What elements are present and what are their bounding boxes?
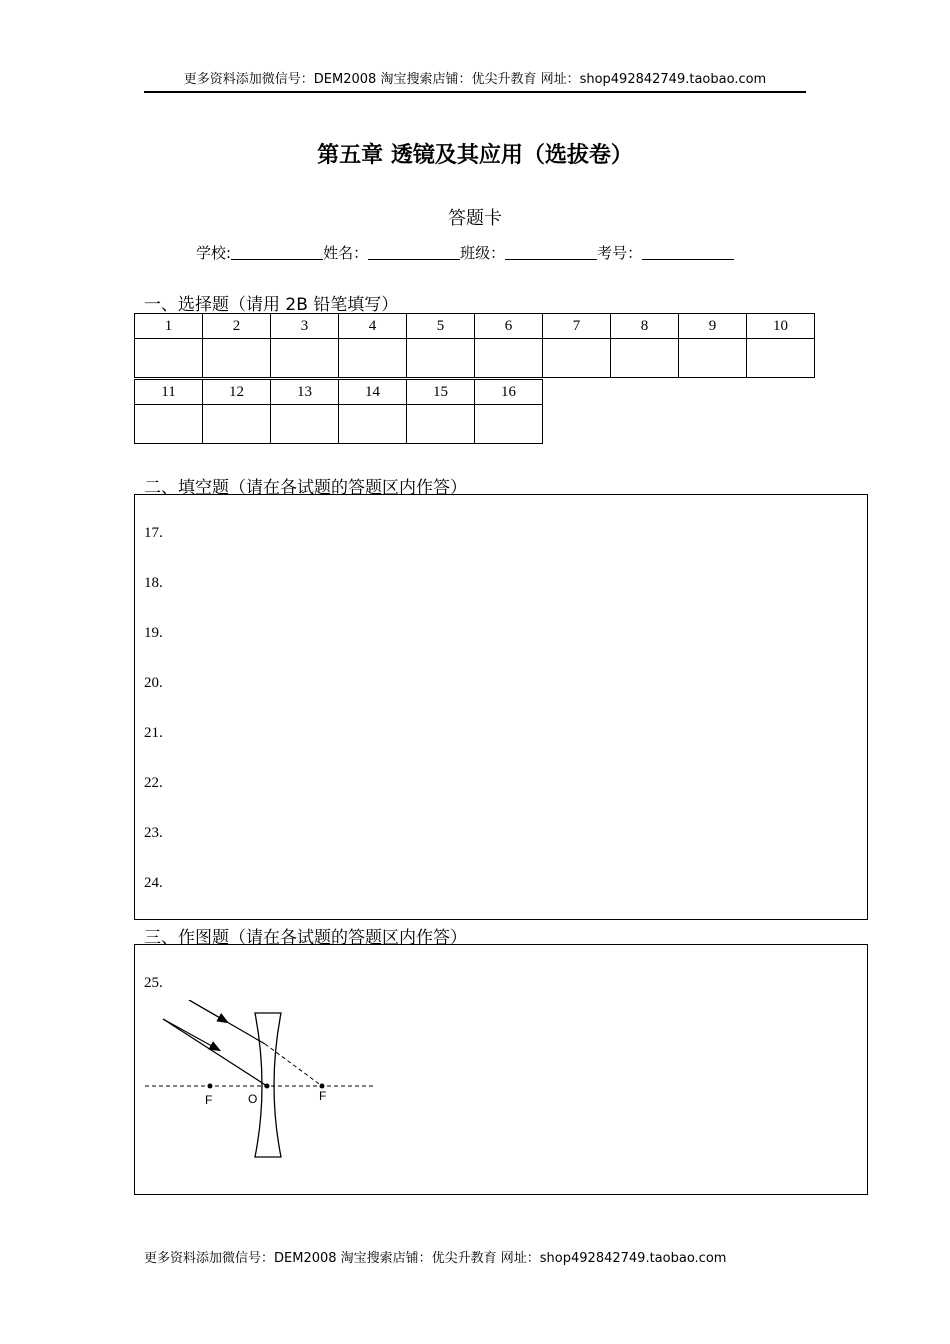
question-24: 24.	[144, 875, 163, 891]
question-21: 21.	[144, 725, 163, 741]
choice-number: 9	[679, 314, 747, 339]
student-info-row	[196, 242, 734, 263]
answer-cell[interactable]	[203, 405, 271, 444]
choice-number: 6	[475, 314, 543, 339]
section-choice-heading: 一、选择题（请用 2B 铅笔填写）	[144, 295, 399, 315]
answer-cell[interactable]	[271, 405, 339, 444]
choice-number: 8	[611, 314, 679, 339]
answer-cell[interactable]	[407, 339, 475, 378]
number-label: 考号：	[597, 244, 643, 262]
choice-grid-row1	[134, 313, 815, 378]
answer-cell[interactable]	[475, 405, 543, 444]
choice-number: 12	[203, 380, 271, 405]
answer-card-title: 答题卡	[448, 208, 502, 229]
question-18: 18.	[144, 575, 163, 591]
drawing-answer-area[interactable]	[134, 944, 868, 1195]
choice-number: 10	[747, 314, 815, 339]
answer-cell[interactable]	[475, 339, 543, 378]
question-19: 19.	[144, 625, 163, 641]
section-fill-heading: 二、填空题（请在各试题的答题区内作答）	[144, 478, 467, 498]
number-blank[interactable]	[642, 245, 734, 260]
fill-answer-area[interactable]	[134, 494, 868, 920]
answer-cell[interactable]	[203, 339, 271, 378]
answer-cell[interactable]	[543, 339, 611, 378]
page-footer: 更多资料添加微信号：DEM2008 淘宝搜索店铺：优尖升教育 网址：shop492842749.taobao.com	[144, 1251, 727, 1266]
choice-number: 16	[475, 380, 543, 405]
name-blank[interactable]	[368, 245, 460, 260]
focus-point-right	[320, 1084, 325, 1089]
school-blank[interactable]	[231, 245, 323, 260]
question-23: 23.	[144, 825, 163, 841]
question-25: 25.	[144, 975, 163, 991]
class-blank[interactable]	[505, 245, 597, 260]
center-label: O	[248, 1092, 258, 1106]
focus-point-left	[208, 1084, 213, 1089]
incident-ray-upper	[189, 1000, 265, 1044]
incident-ray-lower	[163, 1019, 267, 1086]
answer-cell[interactable]	[747, 339, 815, 378]
choice-number: 3	[271, 314, 339, 339]
name-label: 姓名：	[323, 244, 369, 262]
answer-cell[interactable]	[135, 405, 203, 444]
answer-cell[interactable]	[271, 339, 339, 378]
choice-number: 14	[339, 380, 407, 405]
focus-label-left: F	[205, 1093, 213, 1107]
page-title: 第五章 透镜及其应用（选拔卷）	[317, 143, 633, 168]
question-22: 22.	[144, 775, 163, 791]
answer-cell[interactable]	[339, 405, 407, 444]
concave-lens-diagram	[143, 1000, 383, 1162]
answer-cell[interactable]	[611, 339, 679, 378]
answer-cell[interactable]	[679, 339, 747, 378]
choice-number: 5	[407, 314, 475, 339]
focus-label-right: F	[319, 1089, 327, 1103]
answer-cell[interactable]	[135, 339, 203, 378]
question-20: 20.	[144, 675, 163, 691]
question-17: 17.	[144, 525, 163, 541]
class-label: 班级：	[460, 244, 506, 262]
school-label: 学校:	[196, 244, 232, 262]
choice-number: 11	[135, 380, 203, 405]
optical-center-point	[265, 1084, 270, 1089]
choice-number: 15	[407, 380, 475, 405]
choice-number: 2	[203, 314, 271, 339]
incident-ray-lower-arrow	[163, 1019, 219, 1050]
answer-cell[interactable]	[339, 339, 407, 378]
page-header: 更多资料添加微信号：DEM2008 淘宝搜索店铺：优尖升教育 网址：shop492842749.taobao.com	[144, 68, 806, 93]
choice-number: 4	[339, 314, 407, 339]
choice-number: 13	[271, 380, 339, 405]
answer-cell[interactable]	[407, 405, 475, 444]
choice-number: 7	[543, 314, 611, 339]
section-drawing-heading: 三、作图题（请在各试题的答题区内作答）	[144, 928, 467, 948]
choice-grid-row2	[134, 379, 543, 444]
choice-number: 1	[135, 314, 203, 339]
